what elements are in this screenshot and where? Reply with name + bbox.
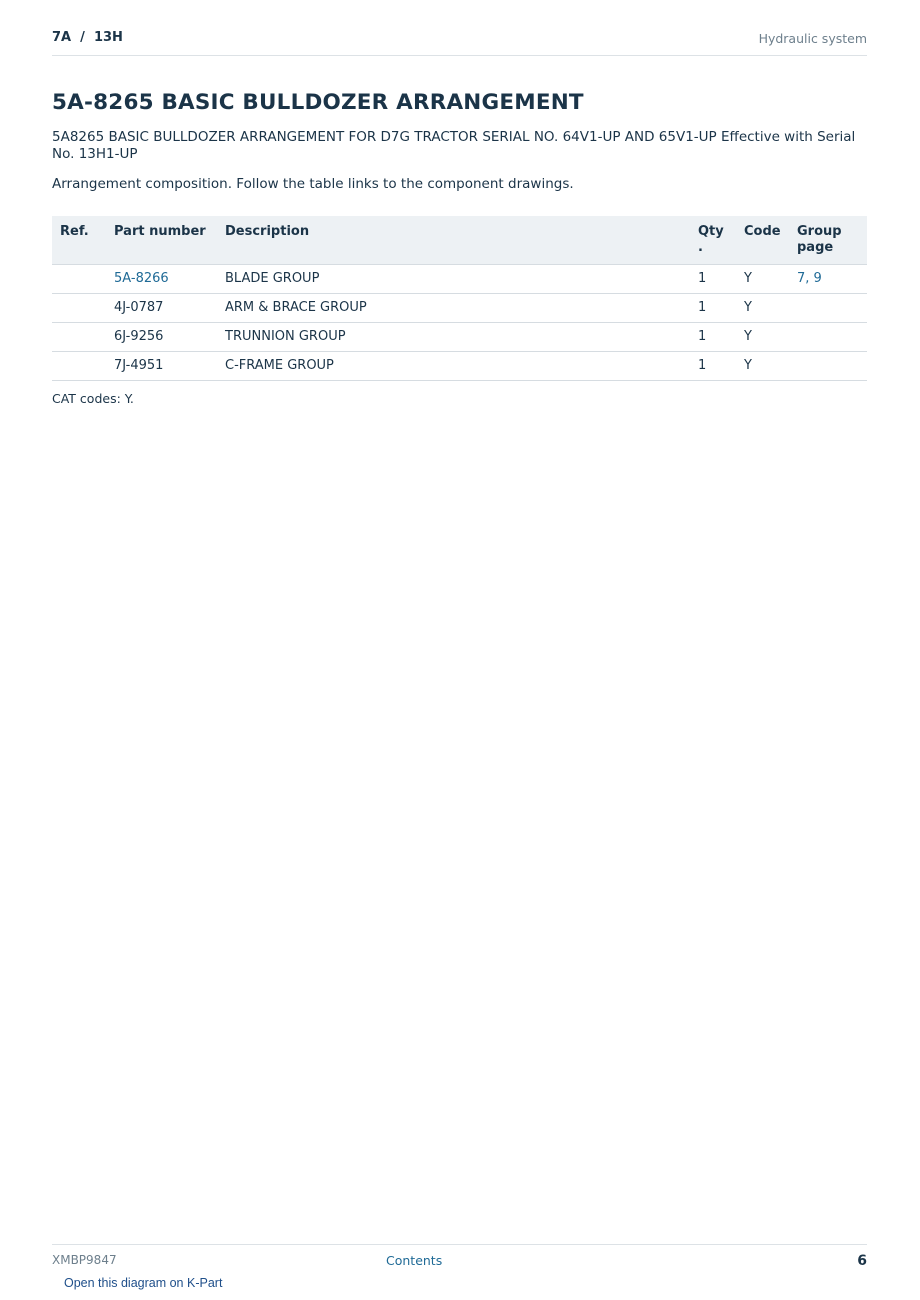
table-row [52,352,867,381]
group-header-line2: page [797,240,834,255]
table-row [52,265,867,294]
row-group-page [789,323,867,352]
parts-table [52,216,867,381]
row-part-number[interactable] [106,265,217,294]
row-group-page[interactable] [789,265,867,294]
row-part-number: 7J-4951 [106,352,217,381]
col-description-header: Description [217,216,690,265]
cat-codes-note: CAT codes: Y. [52,391,134,406]
row-description: BLADE GROUP [217,265,690,294]
table-row [52,294,867,323]
row-description: ARM & BRACE GROUP [217,294,690,323]
group-page-link[interactable]: 7, 9 [797,271,822,286]
group-header-line1: Group [797,224,842,239]
row-qty: 1 [690,294,736,323]
row-qty: 1 [690,352,736,381]
row-code: Y [736,323,789,352]
row-description: TRUNNION GROUP [217,323,690,352]
qty-header-line1: Qty [698,224,724,239]
section-breadcrumb: 7A / 13H [52,30,123,45]
row-code: Y [736,265,789,294]
col-ref-header: Ref. [52,216,106,265]
row-part-number: 4J-0787 [106,294,217,323]
document-code: XMBP9847 [52,1253,117,1267]
row-ref [52,294,106,323]
row-description: C-FRAME GROUP [217,352,690,381]
row-group-page [789,294,867,323]
col-code-header: Code [736,216,789,265]
chapter-title: Hydraulic system [758,31,867,46]
arrangement-description: 5A8265 BASIC BULLDOZER ARRANGEMENT FOR D7G TRACTOR SERIAL NO. 64V1-UP AND 65V1-UP Effective with Serial No. 13H1-UP [52,129,856,162]
col-part-number-header: Part number [106,216,217,265]
page-header [52,28,867,56]
row-ref [52,323,106,352]
row-code: Y [736,352,789,381]
col-group-page-header [789,216,867,265]
row-qty: 1 [690,323,736,352]
row-qty: 1 [690,265,736,294]
table-row [52,323,867,352]
page-title: 5A-8265 BASIC BULLDOZER ARRANGEMENT [52,90,584,115]
parts-table-body [52,265,867,381]
page-footer [52,1244,867,1275]
contents-link[interactable]: Contents [386,1253,443,1268]
qty-header-line2: . [698,240,703,255]
row-ref [52,352,106,381]
parts-table-header [52,216,867,265]
intro-text: Arrangement composition. Follow the table links to the component drawings. [52,176,574,192]
row-code: Y [736,294,789,323]
part-number-link[interactable]: 5A-8266 [114,271,169,286]
header-row [52,216,867,265]
row-group-page [789,352,867,381]
row-ref [52,265,106,294]
row-part-number: 6J-9256 [106,323,217,352]
page-number: 6 [857,1253,867,1269]
open-diagram-link[interactable]: Open this diagram on K-Part [64,1276,223,1290]
col-qty-header [690,216,736,265]
